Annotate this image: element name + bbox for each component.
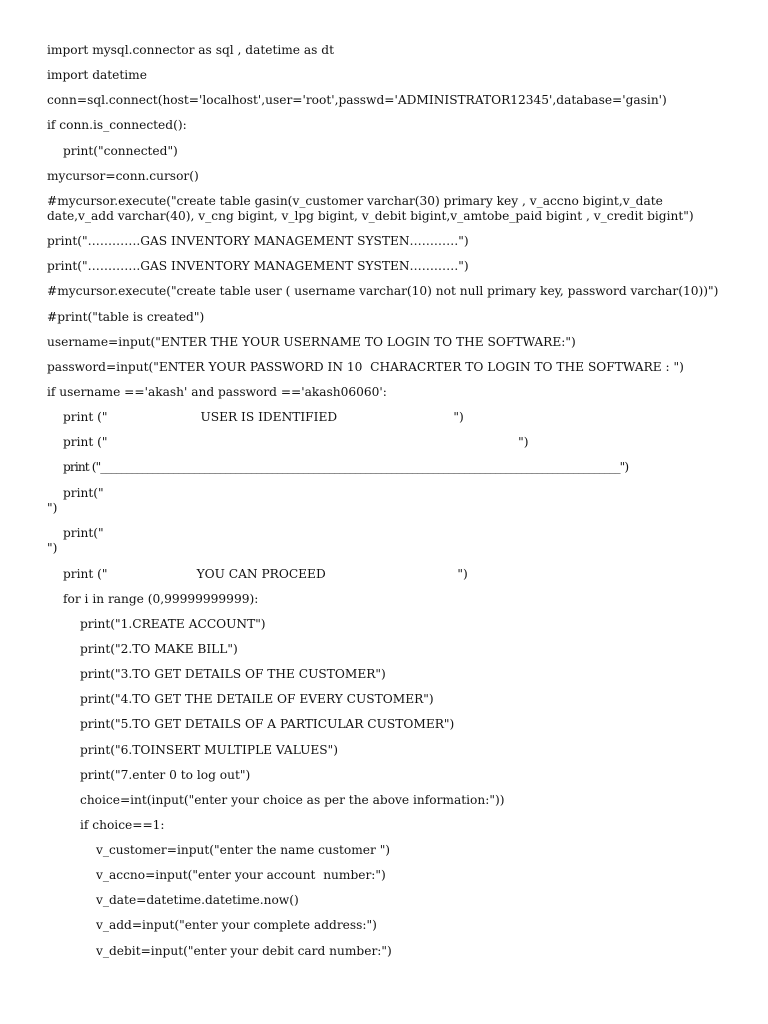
code-line: print("7.enter 0 to log out") [80,768,251,782]
code-line: print (" YOU CAN PROCEED ") [63,567,468,581]
code-line: #mycursor.execute("create table gasin(v_customer varchar(30) primary key , v_accno bigint,v_date [47,194,663,208]
code-line: print("………….GAS INVENTORY MANAGEMENT SYSTEN…………") [47,259,469,273]
code-line: v_customer=input("enter the name customer ") [96,843,391,857]
code-line: import datetime [47,68,147,82]
code-line: for i in range (0,99999999999): [63,592,259,606]
code-line: print(" [63,486,104,500]
code-line: v_add=input("enter your complete address:") [96,918,377,932]
code-line: print("………….GAS INVENTORY MANAGEMENT SYSTEN…………") [47,234,469,248]
code-line: print (" USER IS IDENTIFIED ") [63,410,464,424]
code-line: if conn.is_connected(): [47,118,187,132]
code-line: print("4.TO GET THE DETAILE OF EVERY CUSTOMER") [80,692,434,706]
code-line: v_debit=input("enter your debit card number:") [96,944,392,958]
code-line: v_accno=input("enter your account number:") [96,868,386,882]
code-line: #print("table is created") [47,310,205,324]
code-line: print("1.CREATE ACCOUNT") [80,617,266,631]
code-line: #mycursor.execute("create table user ( username varchar(10) not null primary key, password varchar(10))") [47,284,719,298]
code-line: v_date=datetime.datetime.now() [96,893,299,907]
code-line: mycursor=conn.cursor() [47,169,199,183]
code-line: print("6.TOINSERT MULTIPLE VALUES") [80,743,339,757]
code-line: print("2.TO MAKE BILL") [80,642,238,656]
code-line: username=input("ENTER THE YOUR USERNAME TO LOGIN TO THE SOFTWARE:") [47,335,576,349]
code-line: print("5.TO GET DETAILS OF A PARTICULAR CUSTOMER") [80,717,455,731]
code-line: if choice==1: [80,818,165,832]
code-line: if username =='akash' and password =='akash06060': [47,385,387,399]
code-line: ") [47,541,58,555]
code-line: print (" ") [63,435,529,449]
code-line: print("connected") [63,144,178,158]
code-line: print(" [63,526,104,540]
code-line: choice=int(input("enter your choice as per the above information:")) [80,793,505,807]
code-line: password=input("ENTER YOUR PASSWORD IN 10 CHARACRTER TO LOGIN TO THE SOFTWARE : ") [47,360,684,374]
code-line: conn=sql.connect(host='localhost',user='root',passwd='ADMINISTRATOR12345',database='gasin') [47,93,667,107]
code-line: ") [47,501,58,515]
code-line: import mysql.connector as sql , datetime as dt [47,43,334,57]
code-line: print("3.TO GET DETAILS OF THE CUSTOMER") [80,667,386,681]
code-line: print ("____________________________________________________________________________________________________") [63,460,629,474]
code-line: date,v_add varchar(40), v_cng bigint, v_lpg bigint, v_debit bigint,v_amtobe_paid bigint , v_credit bigint") [47,209,694,223]
